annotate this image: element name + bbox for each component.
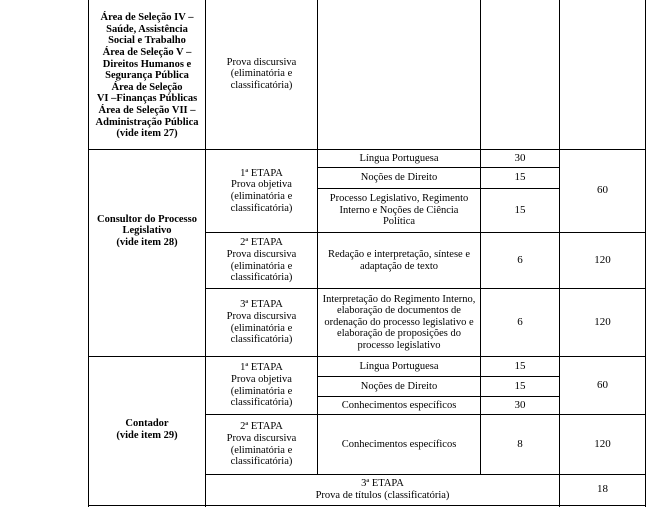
consultor-total1: 60: [597, 184, 608, 197]
contador-disc3: Conhecimentos específicos: [341, 399, 457, 411]
contador-total2: 120: [594, 437, 611, 450]
cargo-consultor: Consultor do Processo Legislativo (vide item 28): [97, 213, 197, 248]
consultor-q3: 15: [514, 203, 526, 216]
consultor-etapa3: 3ª ETAPA Prova discursiva (eliminatória e classificatória): [226, 299, 297, 346]
cargo-contador: Contador (vide item 29): [116, 418, 178, 441]
consultor-disc3: Processo Legislativo, Regimento Interno e Noções de Ciência Política: [329, 193, 469, 228]
consultor-q4: 6: [517, 253, 523, 266]
contador-q2: 15: [514, 379, 526, 392]
consultor-disc1: Língua Portuguesa: [359, 152, 439, 164]
consultor-etapa1: 1ª ETAPA Prova objetiva (eliminatória e classificatória): [230, 167, 293, 214]
consultor-disc5: Interpretação do Regimento Interno, elaboração de documentos de ordenação do processo legislativo e elaboração de proposições do processo legislativo: [322, 293, 476, 351]
contador-q3: 30: [514, 398, 526, 411]
contador-q1: 15: [514, 359, 526, 372]
consultor-total2: 120: [594, 253, 611, 266]
consultor-disc2: Noções de Direito: [360, 172, 438, 184]
consultor-total3: 120: [594, 315, 611, 328]
etapa-area-selecao: Prova discursiva (eliminatória e classificatória): [226, 56, 297, 91]
consultor-q5: 6: [517, 315, 523, 328]
contador-disc1: Língua Portuguesa: [359, 360, 439, 372]
contador-q4: 8: [517, 437, 523, 450]
consultor-q2: 15: [514, 171, 526, 184]
cargo-area-selecao: Área de Seleção IV – Saúde, Assistência Social e Trabalho Área de Seleção V – Direitos Humanos e Segurança Pública Área de Seleção VI –Finanças Públicas Área de Seleção VII – Administração Pública (vide item 27): [95, 12, 199, 140]
consultor-disc4: Redação e interpretação, síntese e adaptação de texto: [328, 248, 470, 272]
contador-etapa1: 1ª ETAPA Prova objetiva (eliminatória e classificatória): [230, 362, 293, 409]
contador-etapa2: 2ª ETAPA Prova discursiva (eliminatória e classificatória): [226, 421, 297, 468]
consultor-etapa2: 2ª ETAPA Prova discursiva (eliminatória e classificatória): [226, 237, 297, 284]
contador-disc4: Conhecimentos específicos: [341, 438, 457, 450]
contador-total1: 60: [597, 378, 608, 391]
contador-disc2: Noções de Direito: [360, 380, 438, 392]
contador-total3: 18: [597, 483, 608, 496]
consultor-q1: 30: [514, 151, 526, 164]
contador-etapa3: 3ª ETAPA Prova de títulos (classificatória): [315, 478, 450, 501]
